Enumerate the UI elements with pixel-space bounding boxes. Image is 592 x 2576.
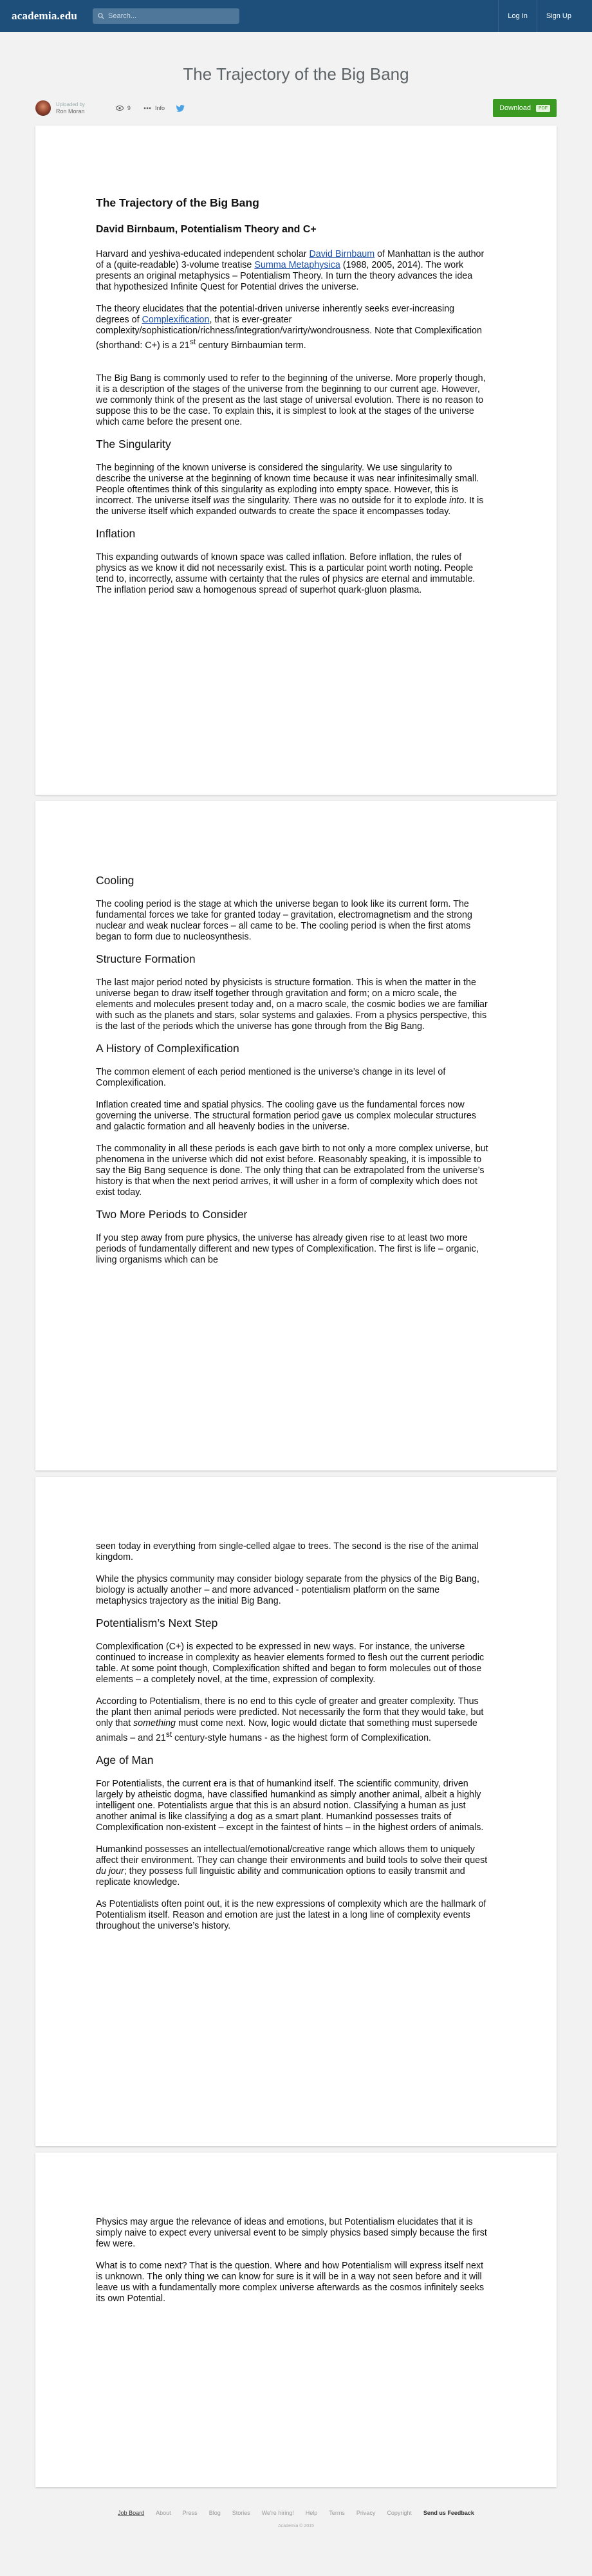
document-page-3	[35, 1477, 557, 2146]
site-footer	[0, 2510, 592, 2516]
paragraph: The cooling period is the stage at which the universe began to look like its current form. The fundamental forces we take for granted today – gravitation, electromagnetism and the strong nuclear and weak nuclear forces – all came to be. The cooling period is when the first atoms began to form due to nucleosynthesis.	[96, 899, 472, 942]
paragraph: Complexification (C+) is expected to be expressed in new ways. For instance, the universe continued to increase in complexity as heavier elements formed to flesh out the current periodic table. At some point though, Complexification shifted and began to form molecules out of those elements – a completely novel, at the time, expression of complexity.	[96, 1642, 485, 1685]
top-navigation-bar	[0, 0, 592, 32]
uploaded-by-label: Uploaded by	[56, 102, 85, 107]
author-avatar[interactable]	[35, 100, 51, 116]
paragraph: Physics may argue the relevance of ideas and emotions, but Potentialism elucidates that it is simply naive to expect every universal event to be simply physics based simply because the first few were.	[96, 2217, 487, 2249]
page-2-content	[96, 875, 488, 1277]
footer-link-privacy[interactable]: Privacy	[356, 2510, 376, 2516]
info-button[interactable]	[143, 105, 165, 111]
footer-link-hiring[interactable]: We're hiring!	[261, 2510, 294, 2516]
views-stat	[116, 105, 131, 111]
paragraph: As Potentialists often point out, it is the new expressions of complexity which are the hallmark of Potentialism itself. Reason and emotion are just the latest in a long line of complexity events throughout the universe’s history.	[96, 1898, 486, 1931]
section-heading: Potentialism’s Next Step	[96, 1617, 218, 1629]
paragraph: While the physics community may consider biology separate from the physics of the Big Bang, biology is actually another – and more advanced - potentialism platform on the same metaphysics trajectory as the initial Big Bang.	[96, 1574, 479, 1606]
section-heading: Cooling	[96, 874, 134, 887]
page-3-content	[96, 1541, 488, 1943]
footer-link-copyright[interactable]: Copyright	[387, 2510, 412, 2516]
info-label: Info	[154, 105, 165, 111]
section-heading: Two More Periods to Consider	[96, 1208, 248, 1221]
download-label: Download	[499, 104, 531, 112]
section-heading: The Singularity	[96, 437, 171, 450]
summa-metaphysica-link[interactable]: Summa Metaphysica	[254, 260, 340, 270]
document-title: The Trajectory of the Big Bang	[183, 64, 409, 84]
footer-link-help[interactable]: Help	[305, 2510, 318, 2516]
author-name[interactable]: Ron Moran	[56, 108, 85, 115]
article-byline: David Birnbaum, Potentialism Theory and C+	[96, 224, 317, 235]
search-icon	[98, 13, 104, 19]
more-dots-icon	[143, 107, 151, 109]
paragraph: The Big Bang is commonly used to refer to the beginning of the universe. More properly though, it is a description of the stages of the universe from the beginning to our current age. However, we commonly think of the present as the last stage of universal evolution. There is no reason to suppose this to be the case. To explain this, it is simplest to look at the stages of the universe which came before the present one.	[96, 373, 486, 427]
footer-link-stories[interactable]: Stories	[232, 2510, 250, 2516]
paragraph: This expanding outwards of known space was called inflation. Before inflation, the rules of physics as we know it did not necessarily exist. This is a particular point worth noting. People tend to, incorrectly, assume with certainty that the rules of physics are eternal and immutable. The inflation period saw a homogenous spread of superhot quark-gluon plasma.	[96, 551, 476, 595]
section-heading: Age of Man	[96, 1753, 154, 1766]
section-heading: Structure Formation	[96, 952, 196, 965]
paragraph: seen today in everything from single-celled algae to trees. The second is the rise of the animal kingdom.	[96, 1541, 479, 1562]
footer-link-job-board[interactable]: Job Board	[118, 2510, 145, 2516]
signup-link[interactable]: Sign Up	[546, 12, 571, 20]
paragraph: The commonality in all these periods is each gave birth to not only a more complex universe, but phenomena in the universe which did not exist before. Reasonably speaking, it is impossible to say the Big Bang sequence is done. The only thing that can be extrapolated from the universe’s history is that when the next period arrives, it will usher in a form of complexity which does not exist today.	[96, 1144, 488, 1198]
footer-link-blog[interactable]: Blog	[208, 2510, 221, 2516]
document-meta-row	[35, 97, 557, 120]
document-page-4	[35, 2153, 557, 2487]
login-link[interactable]: Log In	[508, 12, 528, 20]
david-birnbaum-link[interactable]: David Birnbaum	[309, 249, 375, 259]
complexification-link[interactable]: Complexification	[142, 315, 210, 325]
paragraph: According to Potentialism, there is no end to this cycle of greater and greater complexity. Thus the plant then animal periods were predicted. Not necessarily the form that they would take, but only that something must come next. Now, logic would dictate that something must supersede animals – and 21st century-style humans - as the highest form of Complexification.	[96, 1696, 484, 1743]
paragraph: Inflation created time and spatial physics. The cooling gave us the fundamental forces now governing the universe. The structural formation period gave us complex molecular structures and galactic formation and all heavenly bodies in the universe.	[96, 1100, 476, 1132]
document-page-2	[35, 801, 557, 1470]
search-placeholder: Search...	[108, 12, 137, 20]
paragraph: The common element of each period mentioned is the universe’s change in its level of Complexification.	[96, 1067, 446, 1088]
author-info	[56, 101, 85, 115]
paragraph: The last major period noted by physicists is structure formation. This is when the matter in the universe began to draw itself together through gravitation and form; on a micro scale, the elements and molecules present today and, on a macro scale, the cosmic bodies we are familiar with such as the planets and stars, solar systems and galaxies. From a physics perspective, this is the last of the periods which the universe has gone through from the Big Bang.	[96, 978, 488, 1032]
download-button[interactable]	[493, 99, 557, 117]
paragraph: For Potentialists, the current era is that of humankind itself. The scientific community, driven largely by atheistic dogma, have classified humankind as simply another animal, albeit a highly intelligent one. Potentialists argue that this is an absurd notion. Classifying a human as just another animal is like classifying a dog as a smart plant. Humankind possesses traits of Complexification non-existent – except in the faintest of hints – in the highest orders of animals.	[96, 1778, 484, 1833]
page-4-content	[96, 2217, 488, 2315]
paragraph: What is to come next? That is the question. Where and how Potentialism will express itself next is unknown. The only thing we can know for sure is it will be in a way not seen before and it will leave us with a fundamentally more complex universe afterwards as the cosmos infinitely seeks its own Potential.	[96, 2261, 485, 2304]
paragraph: The beginning of the known universe is considered the singularity. We use singularity to describe the universe at the beginning of known time because it was near infinitesimally small. People oftentimes think of this singularity as exploding into empty space. However, this is incorrect. The universe itself was the singularity. There was no outside for it to explode into. It is the universe itself which expanded outwards to create the space it encompasses today.	[96, 462, 484, 517]
eye-icon	[116, 106, 124, 111]
search-input[interactable]	[93, 8, 239, 24]
section-heading: Inflation	[96, 526, 136, 540]
views-count: 9	[127, 105, 131, 111]
paragraph: Harvard and yeshiva-educated independent scholar David Birnbaum of Manhattan is the author of a (quite-readable) 3-volume treatise Summa Metaphysica (1988, 2005, 2014). The work presents an original metaphysics – Potentialism Theory. In turn the theory advances the idea that hypothesized Infinite Quest for Potential drives the universe.	[96, 249, 485, 292]
twitter-icon[interactable]	[176, 105, 185, 112]
footer-link-about[interactable]: About	[156, 2510, 171, 2516]
paragraph: Humankind possesses an intellectual/emotional/creative range which allows them to uniquely affect their environment. They can change their environments and build tools to solve their quest du jour; they possess full linguistic ability and communication options to easily transmit and replicate knowledge.	[96, 1844, 488, 1887]
paragraph: If you step away from pure physics, the universe has already given rise to at least two more periods of fundamentally different and new types of Complexification. The first is life – organic, living organisms which can be	[96, 1233, 479, 1265]
footer-link-terms[interactable]: Terms	[329, 2510, 345, 2516]
site-logo[interactable]: academia.edu	[12, 10, 78, 22]
section-heading: A History of Complexification	[96, 1042, 239, 1055]
pdf-format-badge: PDF	[536, 105, 550, 112]
document-page-1	[35, 125, 557, 795]
footer-link-press[interactable]: Press	[182, 2510, 198, 2516]
footer-link-feedback[interactable]: Send us Feedback	[423, 2510, 474, 2516]
copyright-notice: Academia © 2015	[278, 2524, 314, 2528]
page-1-content	[96, 198, 488, 607]
paragraph: The theory elucidates that the potential-driven universe inherently seeks ever-increasing degrees of Complexification, that is ever-greater complexity/sophistication/richness/integration/varirty/wondrousness. Note that Complexification (shorthand: C+) is a 21st century Birnbaumian term.	[96, 304, 482, 351]
article-heading: The Trajectory of the Big Bang	[96, 196, 259, 209]
